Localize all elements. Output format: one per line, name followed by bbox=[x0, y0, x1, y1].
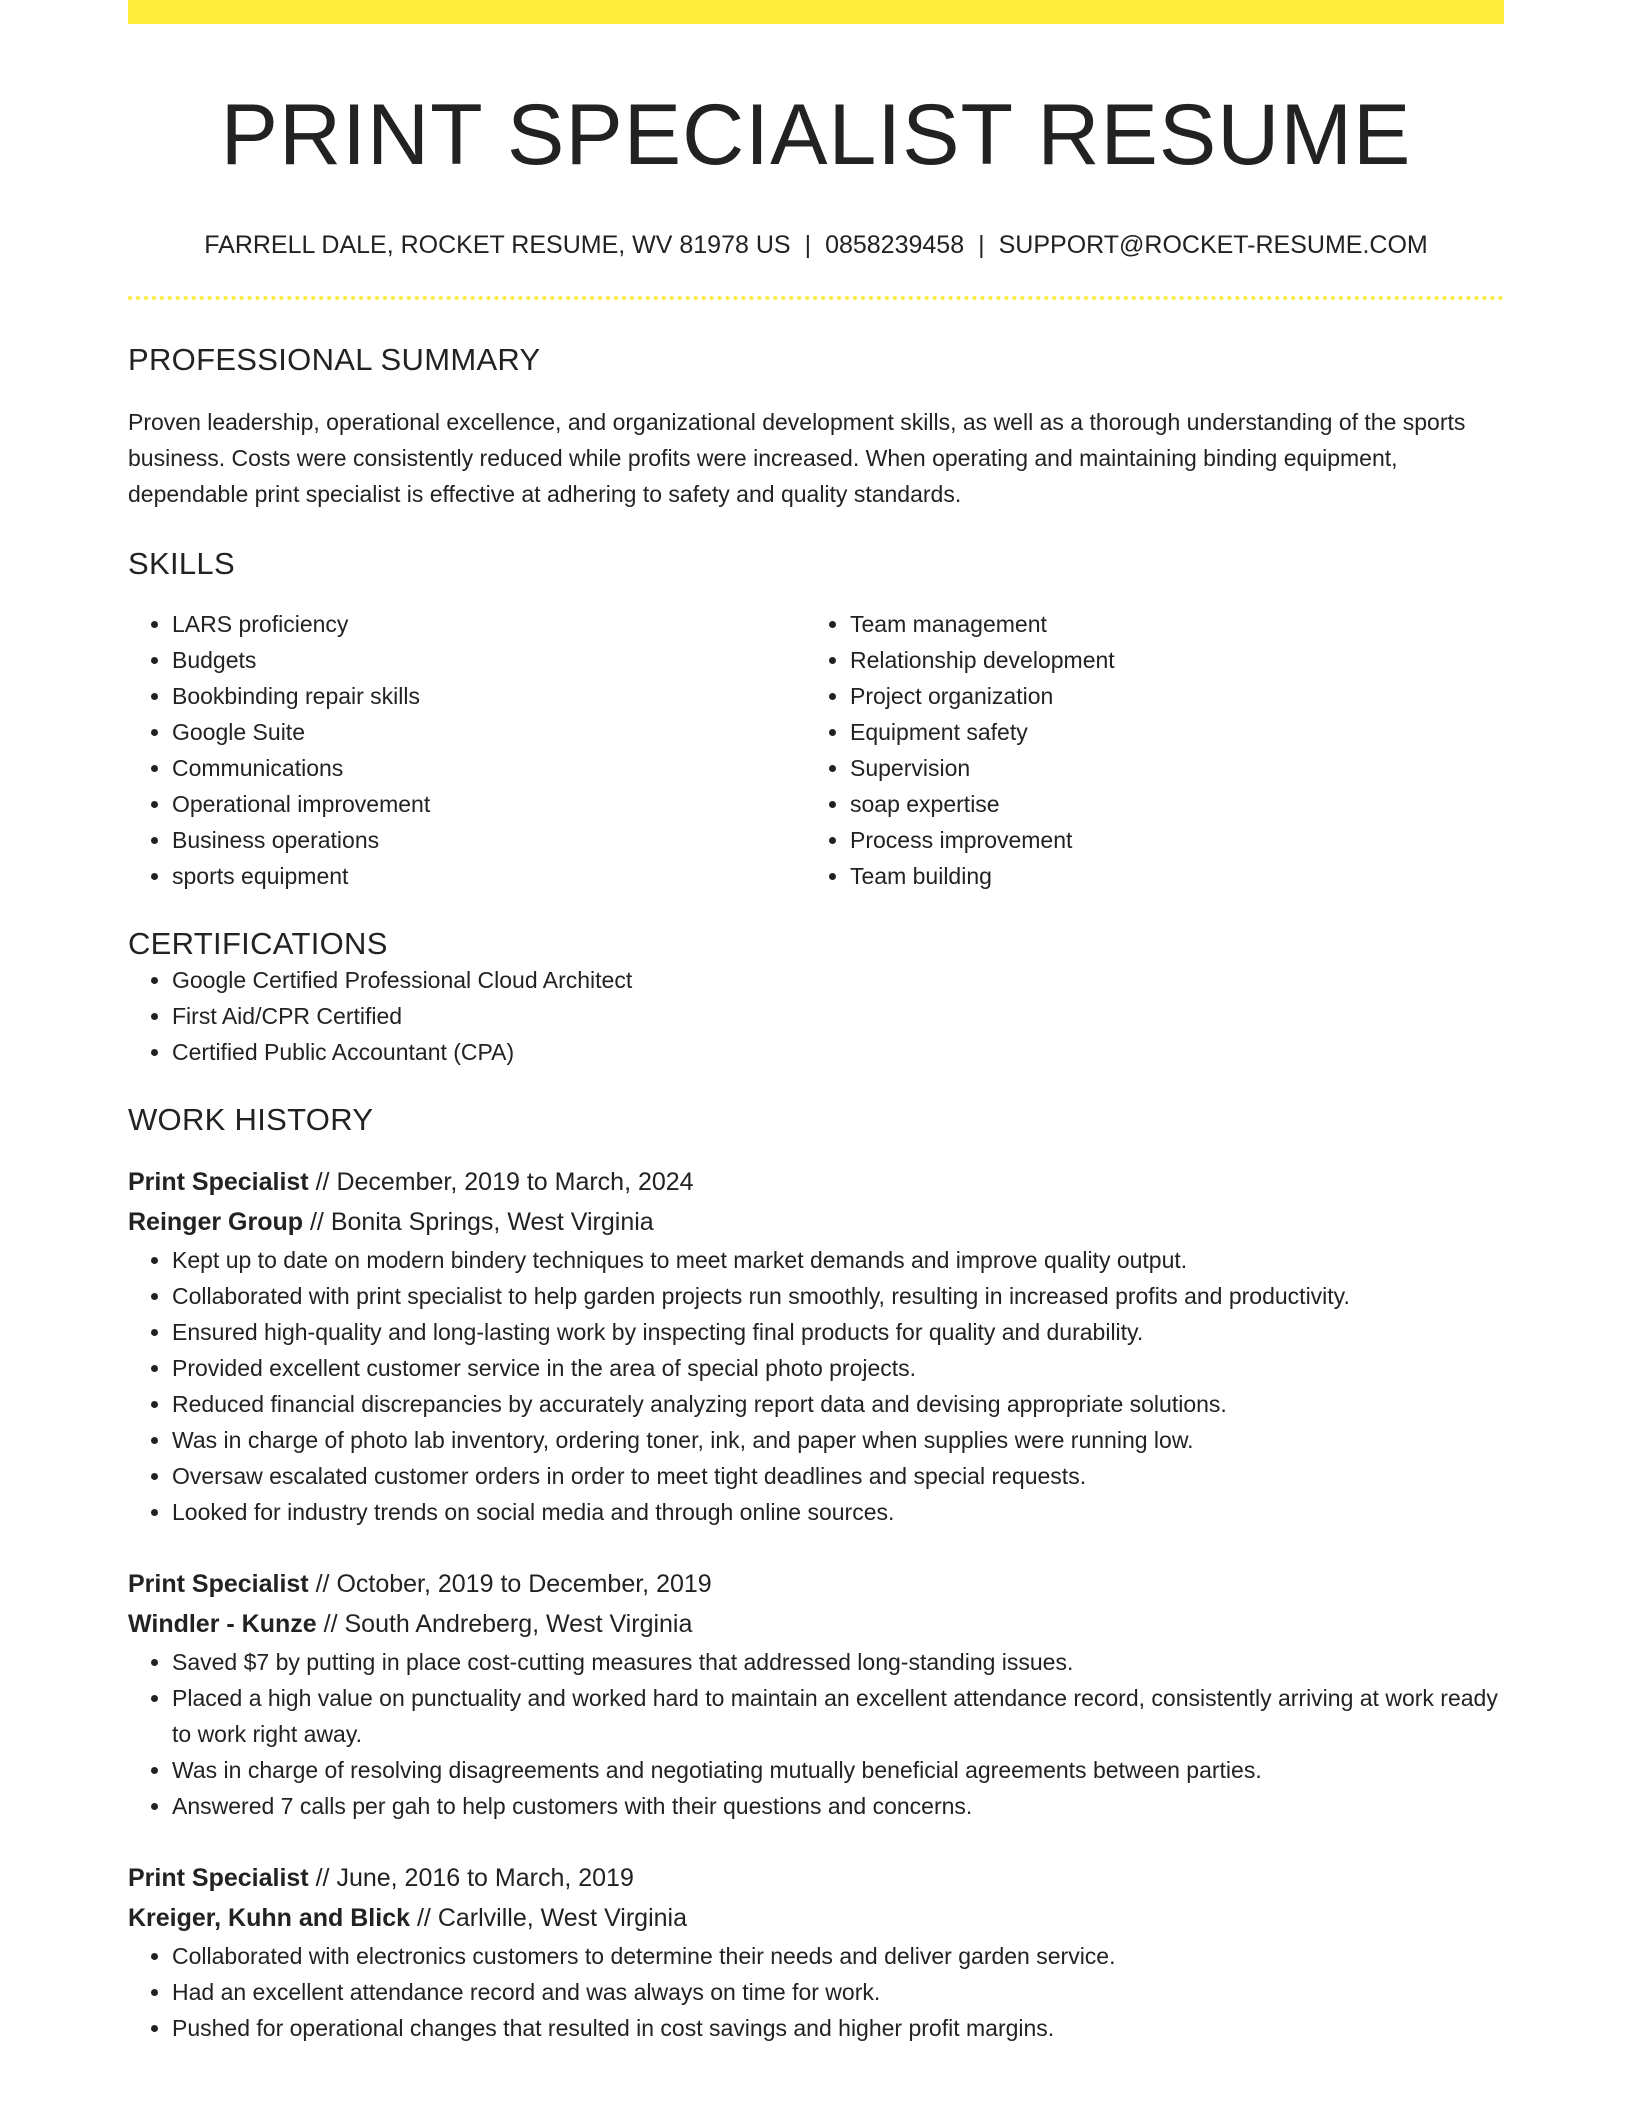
page-title: PRINT SPECIALIST RESUME bbox=[220, 87, 1412, 183]
top-accent-bar bbox=[128, 0, 1504, 24]
skill-item: • Google Suite bbox=[172, 714, 806, 750]
job-dates: December, 2019 to March, 2024 bbox=[336, 1167, 694, 1196]
certification-item: • Google Certified Professional Cloud Architect bbox=[172, 962, 1504, 998]
dotted-divider bbox=[128, 296, 1504, 300]
job-bullet: • Provided excellent customer service in the area of special photo projects. bbox=[172, 1350, 1504, 1386]
skill-item: • Budgets bbox=[172, 642, 806, 678]
skill-item: • Communications bbox=[172, 750, 806, 786]
job-location: South Andreberg, West Virginia bbox=[344, 1609, 693, 1638]
job-company-line bbox=[128, 1202, 1504, 1242]
job-dates: June, 2016 to March, 2019 bbox=[336, 1863, 634, 1892]
job-bullet: • Answered 7 calls per gah to help customers with their questions and concerns. bbox=[172, 1788, 1504, 1824]
job-bullet: • Placed a high value on punctuality and worked hard to maintain an excellent attendance record, consistently arriving at work ready to work right away. bbox=[172, 1680, 1504, 1752]
job-title-line bbox=[128, 1858, 1504, 1898]
job-title-line bbox=[128, 1564, 1504, 1604]
contact-address: FARRELL DALE, ROCKET RESUME, WV 81978 US bbox=[204, 231, 791, 260]
job-bullet: • Collaborated with print specialist to help garden projects run smoothly, resulting in increased profits and productivity. bbox=[172, 1278, 1504, 1314]
skill-item: • Business operations bbox=[172, 822, 806, 858]
date-separator: // bbox=[416, 1903, 431, 1932]
job-bullet-list bbox=[128, 1644, 1504, 1824]
skill-item: • Team building bbox=[850, 858, 1484, 894]
job-bullet-list bbox=[128, 1242, 1504, 1530]
skill-item: • Relationship development bbox=[850, 642, 1484, 678]
job-location: Carlville, West Virginia bbox=[437, 1903, 687, 1932]
job-title: Print Specialist bbox=[128, 1863, 309, 1892]
job-bullet: • Kept up to date on modern bindery techniques to meet market demands and improve quality output. bbox=[172, 1242, 1504, 1278]
contact-phone: 0858239458 bbox=[825, 231, 965, 260]
contact-line bbox=[128, 229, 1504, 262]
job-bullet: • Looked for industry trends on social media and through online sources. bbox=[172, 1494, 1504, 1530]
date-separator: // bbox=[323, 1609, 338, 1638]
contact-separator: | bbox=[978, 231, 985, 260]
skills-column-right bbox=[806, 606, 1484, 894]
work-history-heading: WORK HISTORY bbox=[128, 1101, 374, 1137]
date-separator: // bbox=[315, 1569, 330, 1598]
skill-item: • Process improvement bbox=[850, 822, 1484, 858]
job-dates: October, 2019 to December, 2019 bbox=[336, 1569, 712, 1598]
skill-item: • soap expertise bbox=[850, 786, 1484, 822]
skills-list-right bbox=[806, 606, 1484, 894]
skills-grid bbox=[128, 606, 1504, 894]
summary-heading: PROFESSIONAL SUMMARY bbox=[128, 341, 541, 377]
job-company: Kreiger, Kuhn and Blick bbox=[128, 1903, 411, 1932]
certifications-heading: CERTIFICATIONS bbox=[128, 925, 388, 961]
job-entry bbox=[128, 1564, 1504, 1824]
job-title: Print Specialist bbox=[128, 1569, 309, 1598]
job-bullet: • Had an excellent attendance record and was always on time for work. bbox=[172, 1974, 1504, 2010]
job-bullet: • Ensured high-quality and long-lasting work by inspecting final products for quality and durability. bbox=[172, 1314, 1504, 1350]
contact-email: SUPPORT@ROCKET-RESUME.COM bbox=[998, 231, 1428, 260]
skill-item: • sports equipment bbox=[172, 858, 806, 894]
job-title-line bbox=[128, 1162, 1504, 1202]
job-entry bbox=[128, 1162, 1504, 1530]
job-bullet: • Pushed for operational changes that resulted in cost savings and higher profit margins. bbox=[172, 2010, 1504, 2046]
job-bullet: • Saved $7 by putting in place cost-cutting measures that addressed long-standing issues. bbox=[172, 1644, 1504, 1680]
date-separator: // bbox=[315, 1863, 330, 1892]
job-bullet: • Was in charge of photo lab inventory, ordering toner, ink, and paper when supplies were running low. bbox=[172, 1422, 1504, 1458]
skill-item: • Equipment safety bbox=[850, 714, 1484, 750]
job-company-line bbox=[128, 1898, 1504, 1938]
job-entry bbox=[128, 1858, 1504, 2046]
certification-item: • Certified Public Accountant (CPA) bbox=[172, 1034, 1504, 1070]
summary-text: Proven leadership, operational excellence, and organizational development skills, as well as a thorough understanding of the sports business. Costs were consistently reduced while profits were increased. When operating and maintaining binding equipment, dependable print specialist is effective at adhering to safety and quality standards. bbox=[128, 408, 1466, 507]
resume-page bbox=[128, 0, 1504, 2046]
skills-column-left bbox=[128, 606, 806, 894]
job-company: Windler - Kunze bbox=[128, 1609, 317, 1638]
date-separator: // bbox=[309, 1207, 324, 1236]
job-location: Bonita Springs, West Virginia bbox=[330, 1207, 654, 1236]
skills-heading: SKILLS bbox=[128, 545, 235, 581]
contact-separator: | bbox=[804, 231, 812, 260]
job-title: Print Specialist bbox=[128, 1167, 309, 1196]
skill-item: • Project organization bbox=[850, 678, 1484, 714]
job-company-line bbox=[128, 1604, 1504, 1644]
skill-item: • LARS proficiency bbox=[172, 606, 806, 642]
skill-item: • Operational improvement bbox=[172, 786, 806, 822]
job-company: Reinger Group bbox=[128, 1207, 304, 1236]
skill-item: • Bookbinding repair skills bbox=[172, 678, 806, 714]
job-bullet: • Reduced financial discrepancies by accurately analyzing report data and devising appropriate solutions. bbox=[172, 1386, 1504, 1422]
skills-list-left bbox=[128, 606, 806, 894]
job-bullet: • Oversaw escalated customer orders in order to meet tight deadlines and special requests. bbox=[172, 1458, 1504, 1494]
job-bullet: • Collaborated with electronics customers to determine their needs and deliver garden service. bbox=[172, 1938, 1504, 1974]
skill-item: • Team management bbox=[850, 606, 1484, 642]
date-separator: // bbox=[315, 1167, 330, 1196]
certification-item: • First Aid/CPR Certified bbox=[172, 998, 1504, 1034]
certifications-list bbox=[128, 962, 1504, 1070]
job-bullet: • Was in charge of resolving disagreements and negotiating mutually beneficial agreements between parties. bbox=[172, 1752, 1504, 1788]
skill-item: • Supervision bbox=[850, 750, 1484, 786]
job-bullet-list bbox=[128, 1938, 1504, 2046]
